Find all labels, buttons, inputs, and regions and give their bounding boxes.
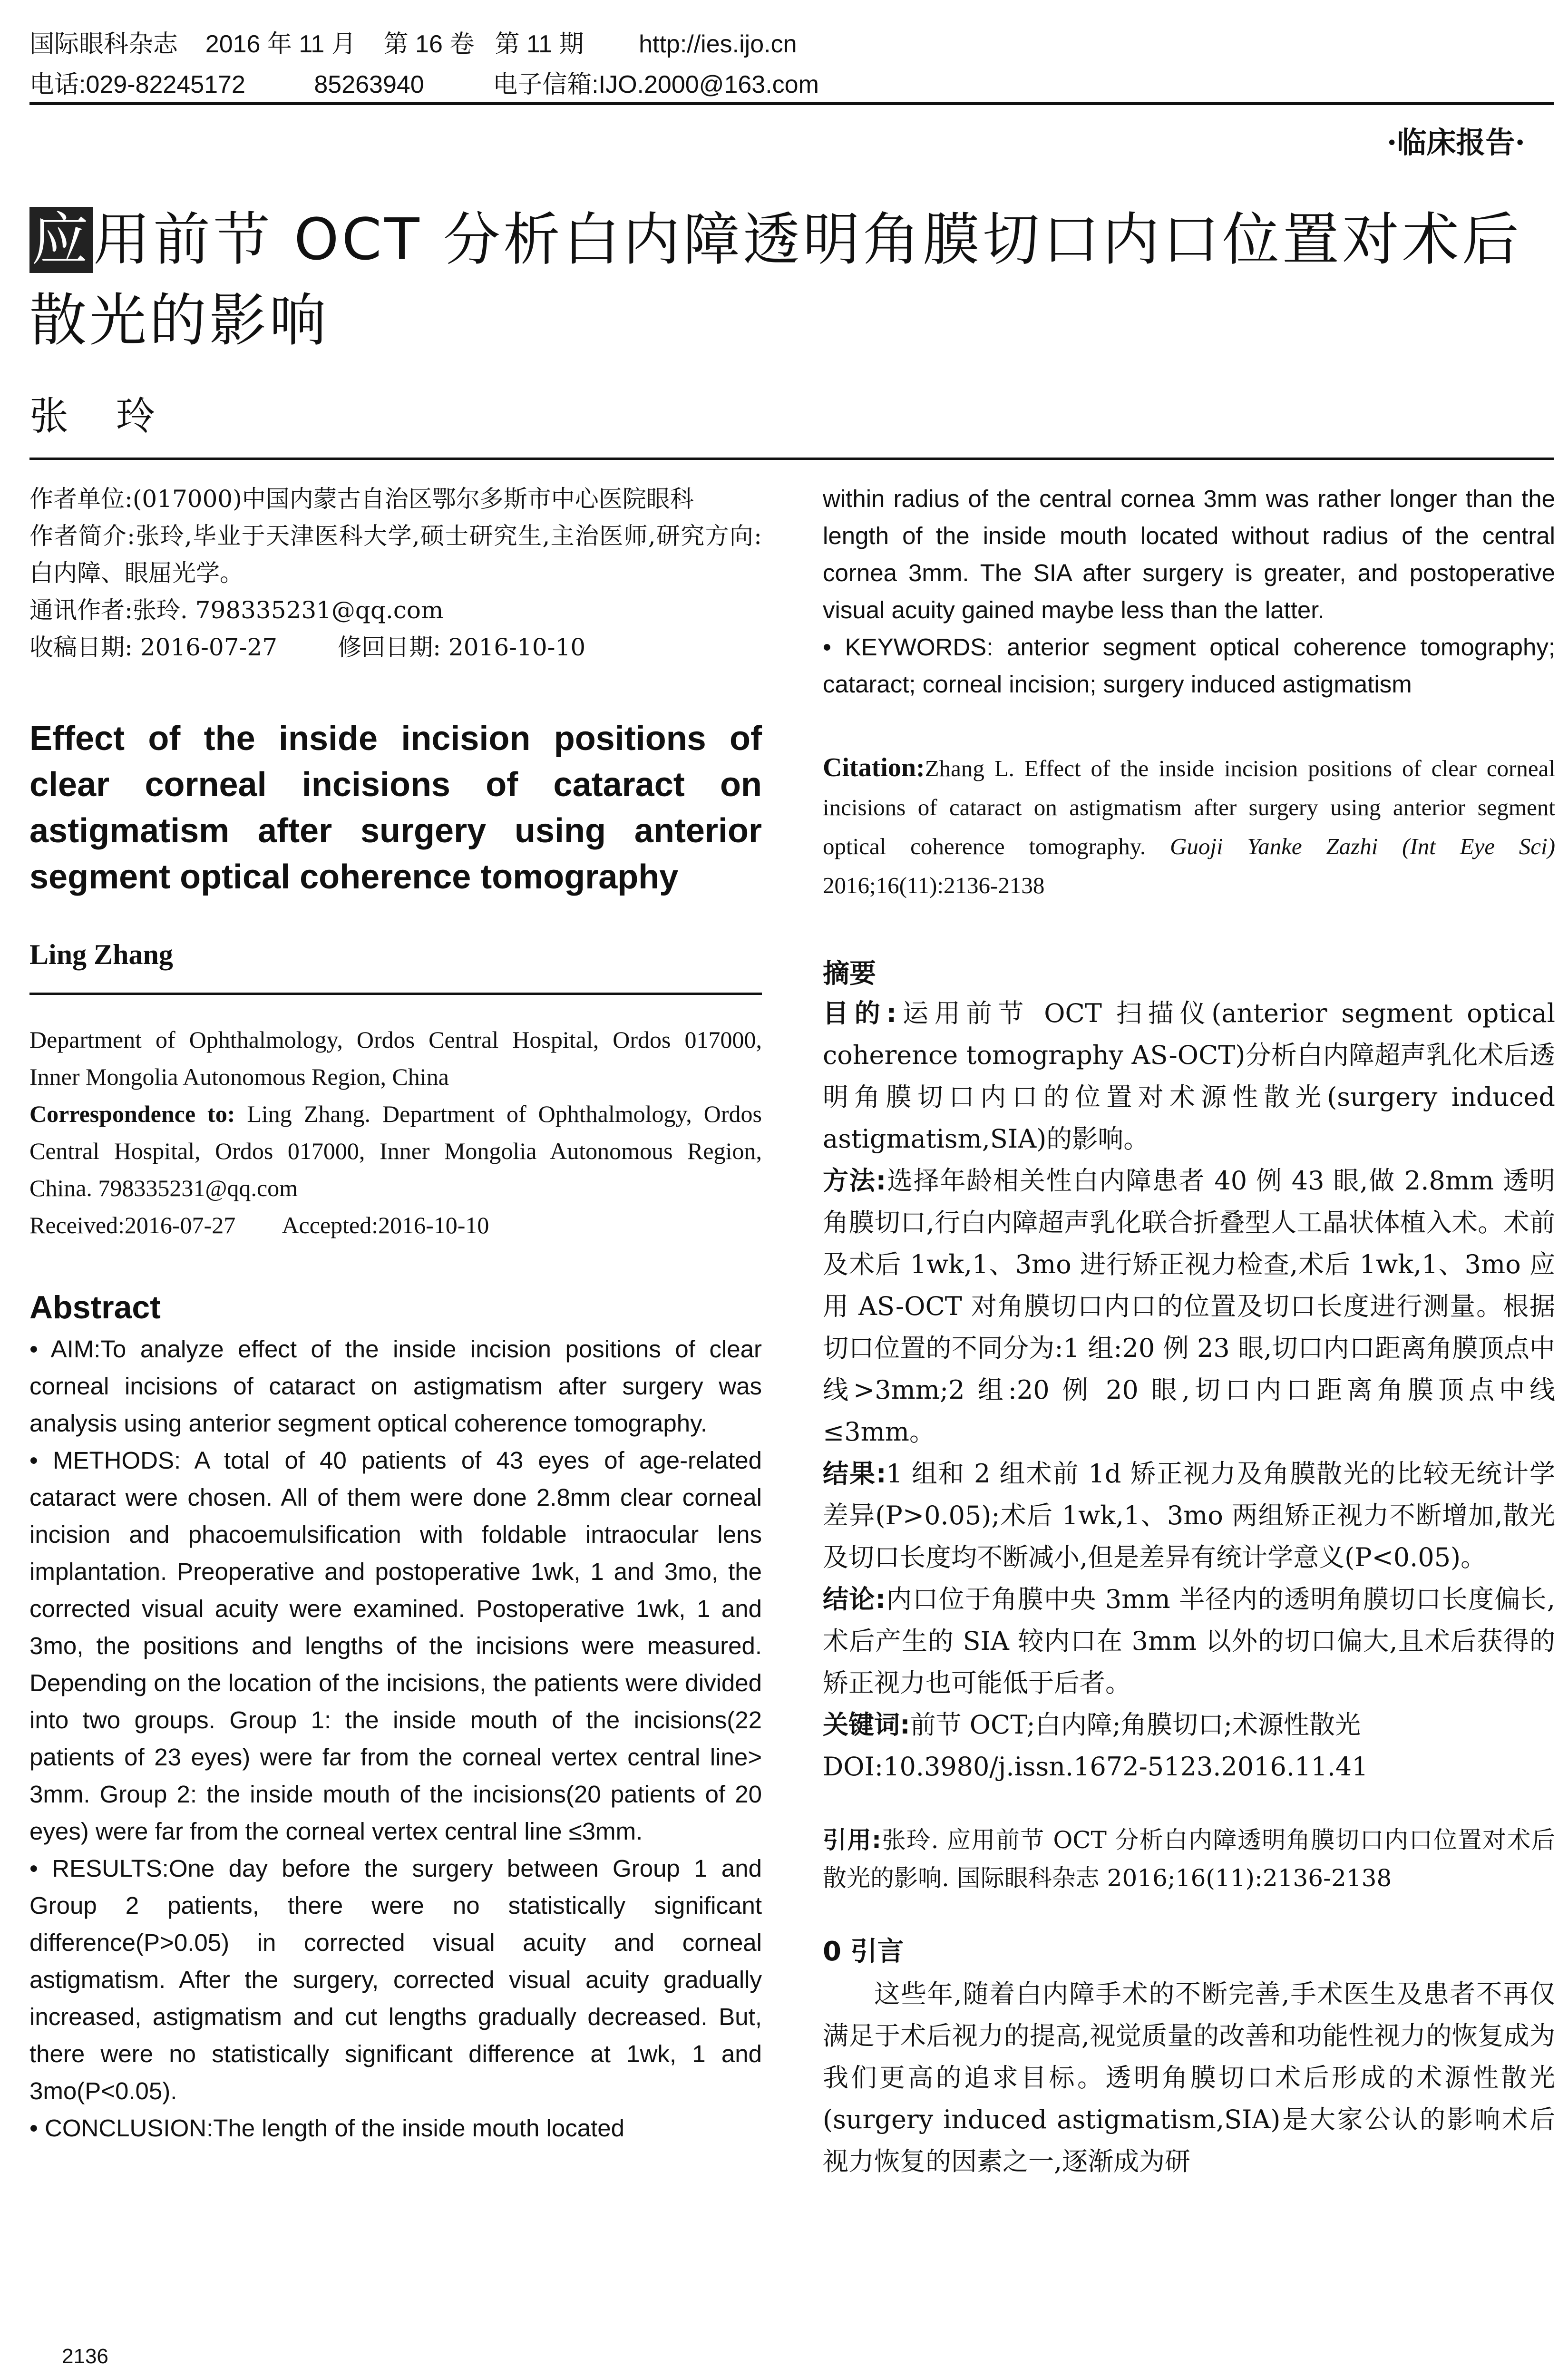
- zh-abstract-heading: 摘要: [823, 958, 876, 989]
- abstract-continued: [823, 480, 1555, 703]
- title-first-char: 应: [29, 207, 93, 273]
- zh-citation-label: 引用:: [823, 1826, 882, 1854]
- abstract-methods: • METHODS: A total of 40 patients of 43 eyes of age-related cataract were chosen. All of them were done 2.8mm clear corneal incision and phacoemulsification with foldable intraocular lens implantation. Preoperative and postoperative 1wk, 1 and 3mo, the corrected visual acuity were examined. Postoperative 1wk, 1 and 3mo, the positions and lengths of the incisions were measured. Depending on the location of the incisions, the patients were divided into two groups. Group 1: the inside mouth of the incisions(22 patients of 23 eyes) were far from the corneal vertex central line> 3mm. Group 2: the inside mouth of the incisions(20 patients of 20 eyes) were far from the corneal vertex central line ≤3mm.: [29, 1447, 762, 1845]
- journal-header-line2: 电话:029-82245172 85263940 电子信箱:IJO.2000@163.com: [29, 71, 819, 98]
- citation-ref: 2016;16(11):2136-2138: [823, 872, 1045, 898]
- department-block: [29, 1021, 762, 1244]
- chinese-author: 张玲: [29, 394, 203, 439]
- title-rule: [29, 458, 1554, 460]
- author-rule: [29, 993, 762, 995]
- english-title: Effect of the inside incision positions of clear corneal incisions of cataract on astigmatism after surgery using anterior segment optical coherence tomography: [29, 720, 762, 896]
- zh-abstract-body: [823, 993, 1555, 1788]
- abstract-conclusion-start: • CONCLUSION:The length of the inside mouth located: [29, 2114, 624, 2142]
- zh-results: [823, 1453, 1555, 1578]
- zh-doi: DOI:10.3980/j.issn.1672-5123.2016.11.41: [823, 1752, 1368, 1782]
- abstract-body: [29, 1331, 762, 2147]
- zh-citation: [823, 1821, 1555, 1897]
- abstract-keywords: • KEYWORDS: anterior segment optical coherence tomography; cataract; corneal incision; surgery induced astigmatism: [823, 633, 1555, 698]
- english-author: Ling Zhang: [29, 939, 173, 970]
- intro-text: 这些年,随着白内障手术的不断完善,手术医生及患者不再仅满足于术后视力的提高,视觉质量的改善和功能性视力的恢复成为我们更高的追求目标。透明角膜切口术后形成的术源性散光(surgery induced astigmatism,SIA)是大家公认的影响术后视力恢复的因素之一,逐渐成为研: [823, 1979, 1555, 2176]
- correspondence-text: Ling Zhang. Department of Ophthalmology, Ordos Central Hospital, Ordos 017000, Inner Mongolia Autonomous Region, China. 798335231@qq.com: [29, 1101, 762, 1201]
- zh-methods-text: 选择年龄相关性白内障患者 40 例 43 眼,做 2.8mm 透明角膜切口,行白内障超声乳化联合折叠型人工晶状体植入术。术前及术后 1wk,1、3mo 进行矫正视力检查,术后 1wk,1、3mo 应用 AS-OCT 对角膜切口内口的位置及切口长度进行测量。根据切口位置的不同分为:1 组:20 例 23 眼,切口内口距离角膜顶点中线>3mm;2 组:20 例 20 眼,切口内口距离角膜顶点中线≤3mm。: [823, 1166, 1555, 1447]
- author-unit: 作者单位:(017000)中国内蒙古自治区鄂尔多斯市中心医院眼科: [29, 485, 694, 513]
- chinese-title: [29, 200, 1551, 361]
- zh-conclusion: [823, 1578, 1555, 1704]
- citation-journal-abbr: (Int Eye Sci): [1402, 833, 1556, 859]
- abstract-conclusion-end: within radius of the central cornea 3mm was rather longer than the length of the inside mouth located without radius of the central cornea 3mm. The SIA after surgery is greater, and postoperative visual acuity gained maybe less than the latter.: [823, 485, 1555, 623]
- zh-methods-label: 方法:: [823, 1166, 886, 1196]
- abstract-heading: Abstract: [29, 1289, 161, 1325]
- received-dates-zh: 收稿日期: 2016-07-27 修回日期: 2016-10-10: [29, 633, 586, 661]
- citation-journal: Guoji Yanke Zazhi: [1170, 833, 1378, 859]
- section-tag: ·临床报告·: [1386, 125, 1525, 160]
- correspondence: [29, 1095, 762, 1207]
- zh-aim-text: 运用前节 OCT 扫描仪(anterior segment optical coherence tomography AS-OCT)分析白内障超声乳化术后透明角膜切口内口的位置对术源性散光(surgery induced astigmatism,SIA)的影响。: [823, 998, 1555, 1154]
- citation-block: [823, 748, 1555, 905]
- zh-keywords: [823, 1704, 1555, 1746]
- zh-aim: [823, 993, 1555, 1160]
- intro-heading: 0 引言: [823, 1936, 904, 1967]
- received-accepted: Received:2016-07-27 Accepted:2016-10-10: [29, 1212, 489, 1238]
- journal-header-line1: 国际眼科杂志 2016 年 11 月 第 16 卷 第 11 期 http://ies.ijo.cn: [29, 30, 797, 58]
- zh-conclusion-label: 结论:: [823, 1584, 886, 1614]
- left-column: [29, 480, 762, 2147]
- abstract-aim: • AIM:To analyze effect of the inside incision positions of clear corneal incisions of cataract on astigmatism after surgery was analysis using anterior segment optical coherence tomography.: [29, 1335, 762, 1437]
- title-rest: 用前节 OCT 分析白内障透明角膜切口内口位置对术后散光的影响: [29, 207, 1522, 354]
- citation-text: Zhang L. Effect of the inside incision positions of clear corneal incisions of cataract on astigmatism after surgery using anterior segment optical coherence tomography.: [823, 755, 1555, 859]
- citation-label: Citation:: [823, 753, 925, 782]
- zh-keywords-label: 关键词:: [823, 1710, 910, 1740]
- corresponding-author: 通讯作者:张玲. 798335231@qq.com: [29, 596, 444, 624]
- zh-citation-text: 张玲. 应用前节 OCT 分析白内障透明角膜切口内口位置对术后散光的影响. 国际眼科杂志 2016;16(11):2136-2138: [823, 1826, 1556, 1892]
- zh-results-text: 1 组和 2 组术前 1d 矫正视力及角膜散光的比较无统计学差异(P>0.05);术后 1wk,1、3mo 两组矫正视力不断增加,散光及切口长度均不断减小,但是差异有统计学意义(P<0.05)。: [823, 1459, 1555, 1572]
- author-bio: 作者简介:张玲,毕业于天津医科大学,硕士研究生,主治医师,研究方向:白内障、眼屈光学。: [29, 522, 762, 587]
- page-number: 2136: [62, 2345, 108, 2368]
- affiliation-zh: [29, 480, 762, 666]
- department: Department of Ophthalmology, Ordos Central Hospital, Ordos 017000, Inner Mongolia Autonomous Region, China: [29, 1026, 762, 1090]
- header-rule: [29, 102, 1554, 105]
- zh-methods: [823, 1160, 1555, 1453]
- abstract-results: • RESULTS:One day before the surgery between Group 1 and Group 2 patients, there were no statistically significant difference(P>0.05) in corrected visual acuity and corneal astigmatism. After the surgery, corrected visual acuity gradually increased, astigmatism and cut lengths gradually decreased. But, there were no statistically significant difference at 1wk, 1 and 3mo(P<0.05).: [29, 1855, 762, 2104]
- zh-conclusion-text: 内口位于角膜中央 3mm 半径内的透明角膜切口长度偏长,术后产生的 SIA 较内口在 3mm 以外的切口偏大,且术后获得的矫正视力也可能低于后者。: [823, 1584, 1555, 1698]
- right-column: [823, 480, 1555, 2182]
- correspondence-label: Correspondence to:: [29, 1101, 235, 1127]
- zh-aim-label: 目的:: [823, 998, 897, 1028]
- zh-keywords-text: 前节 OCT;白内障;角膜切口;术源性散光: [910, 1710, 1361, 1740]
- zh-results-label: 结果:: [823, 1459, 886, 1489]
